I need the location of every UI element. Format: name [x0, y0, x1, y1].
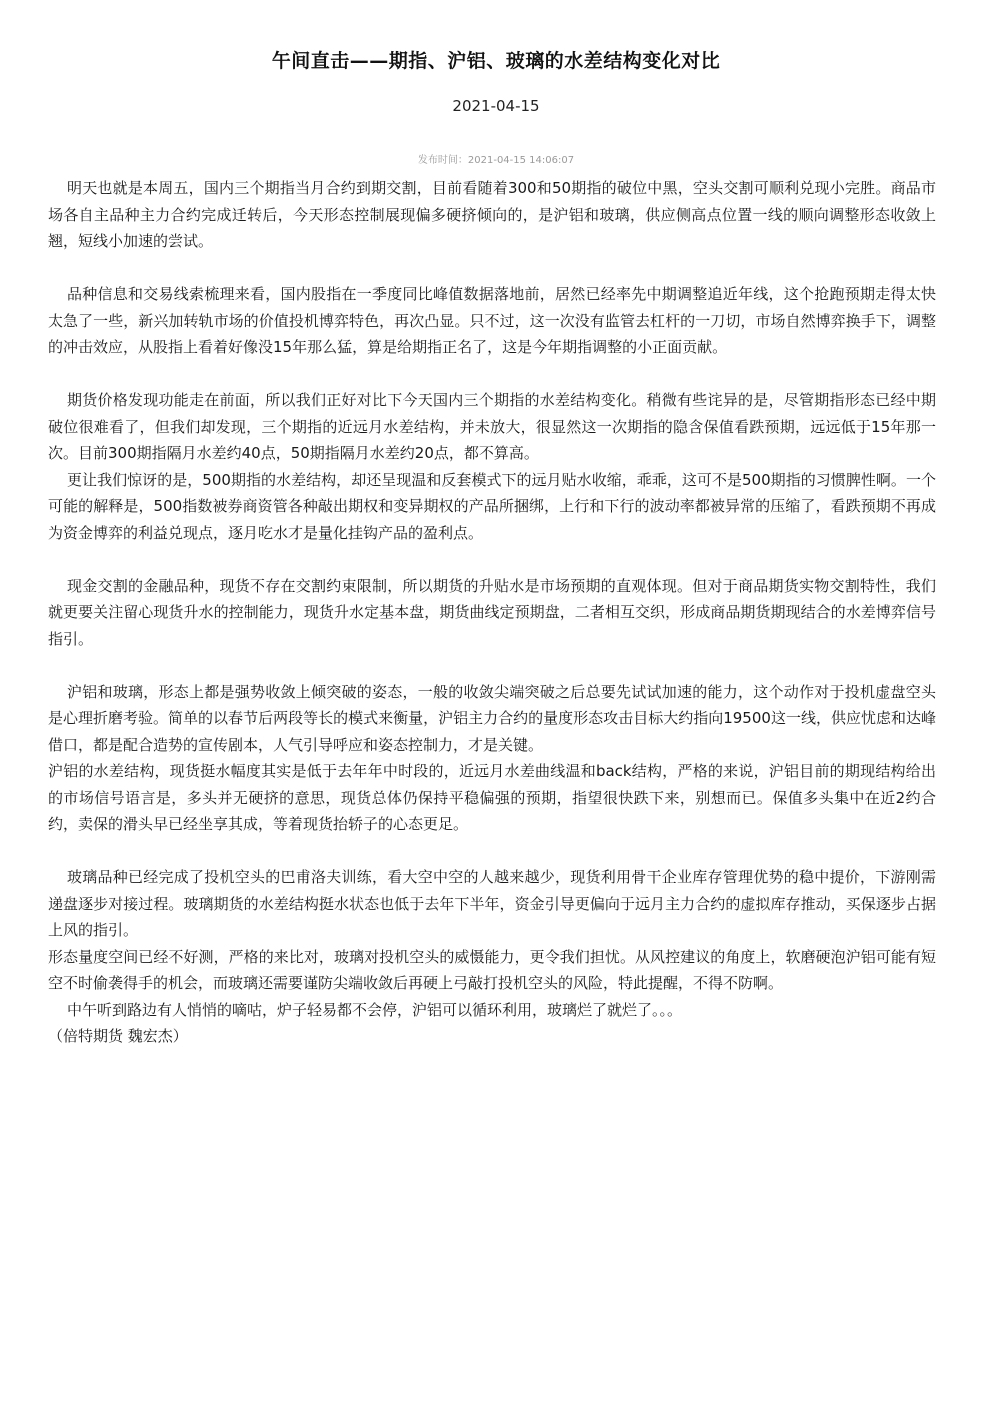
paragraph-2: 品种信息和交易线索梳理来看，国内股指在一季度同比峰值数据落地前，居然已经率先中期调整追近年线，这个抢跑预期走得太快太急了一些，新兴加转轨市场的价值投机博弈特色，再次凸显。只不过，这一次没有监管去杠杆的一刀切，市场自然博弈换手下，调整的冲击效应，从股指上看着好像没15年那么猛，算是给期指正名了，这是今年期指调整的小正面贡献。 — [48, 285, 936, 356]
document-date: 2021-04-15 — [452, 97, 540, 115]
paragraph-1: 明天也就是本周五，国内三个期指当月合约到期交割，目前看随着300和50期指的破位中黑，空头交割可顺利兑现小完胜。商品市场各自主品种主力合约完成迁转后，今天形态控制展现偏多硬挤倾向的，是沪铝和玻璃，供应侧高点位置一线的顺向调整形态收敛上翘，短线小加速的尝试。 — [48, 179, 936, 250]
paragraph-8: 玻璃品种已经完成了投机空头的巴甫洛夫训练，看大空中空的人越来越少，现货利用骨干企业库存管理优势的稳中提价，下游刚需递盘逐步对接过程。玻璃期货的水差结构挺水状态也低于去年下半年，资金引导更偏向于远月主力合约的虚拟库存推动，买保逐步占据上风的指引。 — [48, 868, 936, 939]
paragraph-gap — [48, 838, 936, 865]
author-signature: （倍特期货 魏宏杰） — [48, 1027, 188, 1045]
paragraph-4: 更让我们惊讶的是，500期指的水差结构，却还呈现温和反套模式下的远月贴水收缩，乖乖，这可不是500期指的习惯脾性啊。一个可能的解释是，500指数被券商资管各种敲出期权和变异期权的产品所捆绑，上行和下行的波动率都被异常的压缩了，看跌预期不再成为资金博弈的利益兑现点，逐月吃水才是量化挂钩产品的盈利点。 — [48, 470, 936, 542]
paragraph-gap — [48, 255, 936, 282]
article-body — [48, 175, 936, 1050]
paragraph-9: 形态量度空间已经不好测，严格的来比对，玻璃对投机空头的威慑能力，更令我们担忧。从风控建议的角度上，软磨硬泡沪铝可能有短空不时偷袭得手的机会，而玻璃还需要谨防尖端收敛后再硬上弓敲打投机空头的风险，特此提醒，不得不防啊。 — [48, 947, 936, 992]
paragraph-7: 沪铝的水差结构，现货挺水幅度其实是低于去年年中时段的，近远月水差曲线温和back结构，严格的来说，沪铝目前的期现结构给出的市场信号语言是，多头并无硬挤的意思，现货总体仍保持平稳偏强的预期，指望很快跌下来，别想而已。保值多头集中在近2约合约，卖保的滑头早已经坐享其成，等着现货抬轿子的心态更足。 — [48, 762, 936, 833]
paragraph-6: 沪铝和玻璃，形态上都是强势收敛上倾突破的姿态，一般的收敛尖端突破之后总要先试试加速的能力，这个动作对于投机虚盘空头是心理折磨考验。简单的以春节后两段等长的模式来衡量，沪铝主力合约的量度形态攻击目标大约指向19500这一线，供应忧虑和达峰借口，都是配合造势的宣传剧本，人气引导呼应和姿态控制力，才是关键。 — [48, 682, 936, 754]
paragraph-gap — [48, 652, 936, 679]
document-title: 午间直击——期指、沪铝、玻璃的水差结构变化对比 — [271, 50, 721, 72]
paragraph-5: 现金交割的金融品种，现货不存在交割约束限制，所以期货的升贴水是市场预期的直观体现。但对于商品期货实物交割特性，我们就更要关注留心现货升水的控制能力，现货升水定基本盘，期货曲线定预期盘，二者相互交织，形成商品期货期现结合的水差博弈信号指引。 — [48, 576, 936, 648]
paragraph-3: 期货价格发现功能走在前面，所以我们正好对比下今天国内三个期指的水差结构变化。稍微有些诧异的是，尽管期指形态已经中期破位很难看了，但我们却发现，三个期指的近远月水差结构，并未放大，很显然这一次期指的隐含保值看跌预期，远远低于15年那一次。目前300期指隔月水差约40点，50期指隔月水差约20点，都不算高。 — [48, 391, 936, 462]
paragraph-gap — [48, 361, 936, 388]
publish-time: 发布时间：2021-04-15 14:06:07 — [417, 155, 575, 166]
paragraph-10: 中午听到路边有人悄悄的嘀咕，炉子轻易都不会停，沪铝可以循环利用，玻璃烂了就烂了。。。 — [67, 1000, 683, 1019]
paragraph-gap — [48, 546, 936, 573]
